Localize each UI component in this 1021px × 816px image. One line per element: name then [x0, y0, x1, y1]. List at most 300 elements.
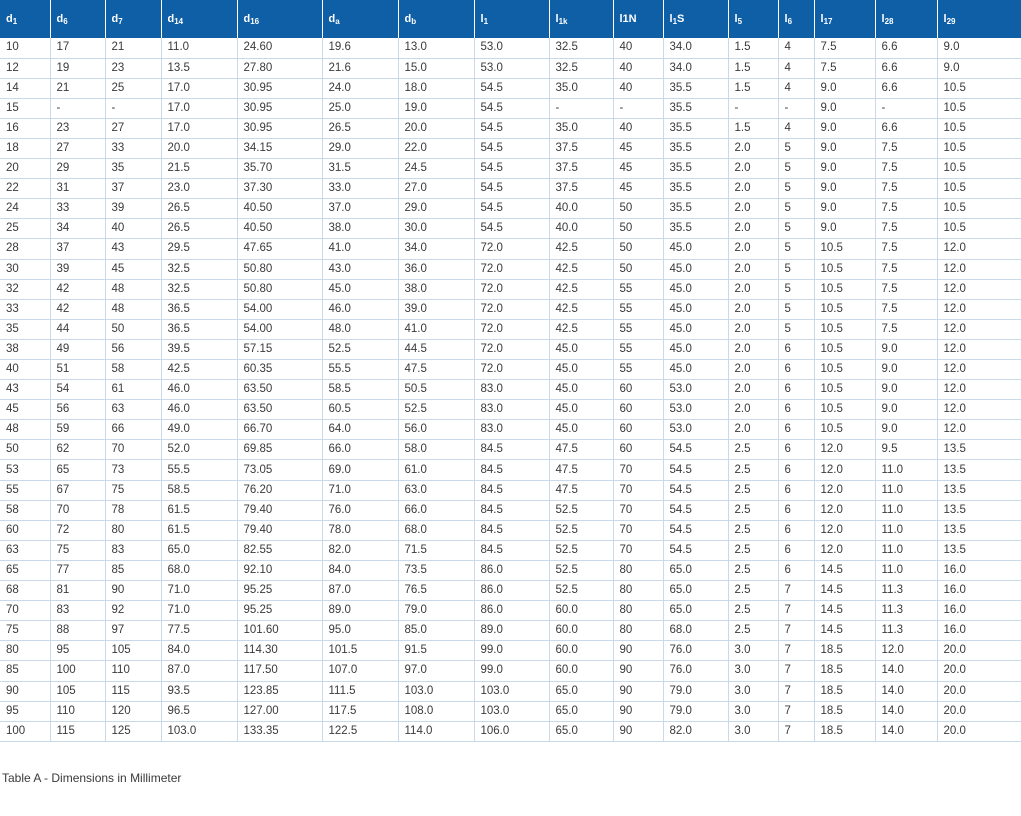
table-cell: 60.0: [549, 641, 613, 661]
table-cell: 9.0: [875, 400, 937, 420]
table-cell: 75: [50, 540, 105, 560]
table-cell: 40.0: [549, 219, 613, 239]
table-cell: 35.5: [663, 199, 728, 219]
table-cell: 6: [778, 500, 814, 520]
table-cell: 4: [778, 58, 814, 78]
table-cell: 20.0: [937, 641, 1021, 661]
table-cell: 35.70: [237, 159, 322, 179]
column-header-symbol: d: [6, 12, 13, 25]
table-cell: 10.5: [814, 319, 875, 339]
column-header-symbol: d: [243, 12, 251, 25]
table-cell: 13.0: [398, 38, 474, 58]
table-cell: 10.5: [814, 239, 875, 259]
table-cell: 80: [0, 641, 50, 661]
table-cell: 10.5: [937, 78, 1021, 98]
column-header: [50, 0, 105, 38]
table-cell: 9.0: [814, 138, 875, 158]
table-cell: 2.5: [728, 500, 778, 520]
table-cell: 5: [778, 159, 814, 179]
table-row: [0, 661, 1021, 681]
table-cell: 55: [613, 299, 663, 319]
table-cell: 84.5: [474, 540, 549, 560]
table-cell: 9.0: [814, 199, 875, 219]
table-cell: 12.0: [937, 339, 1021, 359]
table-cell: 54.5: [474, 118, 549, 138]
table-cell: 42: [50, 279, 105, 299]
table-cell: 56: [50, 400, 105, 420]
table-cell: 54.5: [663, 520, 728, 540]
table-cell: 12.0: [937, 380, 1021, 400]
table-cell: 12.0: [814, 460, 875, 480]
table-cell: 12.0: [937, 319, 1021, 339]
table-row: [0, 420, 1021, 440]
table-cell: 117.50: [237, 661, 322, 681]
table-cell: 96.5: [161, 701, 237, 721]
table-cell: 19.6: [322, 38, 398, 58]
table-cell: 36.0: [398, 259, 474, 279]
table-cell: 70: [50, 500, 105, 520]
table-cell: 67: [50, 480, 105, 500]
table-cell: 32.5: [161, 279, 237, 299]
table-cell: 16: [0, 118, 50, 138]
table-cell: 12.0: [814, 440, 875, 460]
table-cell: 35.5: [663, 159, 728, 179]
table-cell: 9.0: [814, 219, 875, 239]
table-cell: 53.0: [474, 58, 549, 78]
table-cell: 101.60: [237, 621, 322, 641]
table-cell: 52.5: [549, 560, 613, 580]
table-cell: 14.0: [875, 681, 937, 701]
table-cell: 12.0: [937, 279, 1021, 299]
table-row: [0, 38, 1021, 58]
table-row: [0, 621, 1021, 641]
column-header-subscript: 6: [63, 16, 68, 26]
table-cell: 40: [613, 118, 663, 138]
table-cell: 10.5: [814, 299, 875, 319]
table-cell: -: [613, 98, 663, 118]
column-header-symbol: l: [820, 12, 824, 25]
table-cell: 2.0: [728, 179, 778, 199]
header-row: [0, 0, 1021, 38]
table-cell: 2.0: [728, 380, 778, 400]
table-cell: 12.0: [814, 500, 875, 520]
table-cell: 45.0: [549, 339, 613, 359]
column-header-subscript: 16: [250, 16, 260, 26]
table-cell: 5: [778, 319, 814, 339]
table-row: [0, 118, 1021, 138]
table-cell: 72.0: [474, 339, 549, 359]
table-cell: 100: [0, 721, 50, 741]
table-cell: 54.00: [237, 319, 322, 339]
table-cell: 50: [613, 219, 663, 239]
table-cell: 24: [0, 199, 50, 219]
table-cell: 33: [105, 138, 161, 158]
table-cell: 7.5: [814, 38, 875, 58]
table-cell: 30: [0, 259, 50, 279]
table-cell: 45.0: [322, 279, 398, 299]
table-cell: 2.0: [728, 199, 778, 219]
table-cell: 18.5: [814, 641, 875, 661]
column-header-subscript: 1: [672, 16, 678, 26]
table-cell: 13.5: [937, 540, 1021, 560]
table-row: [0, 500, 1021, 520]
table-cell: 72.0: [474, 319, 549, 339]
table-cell: 17.0: [161, 118, 237, 138]
table-cell: 2.0: [728, 360, 778, 380]
table-cell: 84.5: [474, 460, 549, 480]
table-cell: 117.5: [322, 701, 398, 721]
table-cell: 54.5: [474, 98, 549, 118]
table-cell: 2.5: [728, 581, 778, 601]
table-cell: 34.15: [237, 138, 322, 158]
table-cell: 45.0: [549, 360, 613, 380]
table-cell: 24.60: [237, 38, 322, 58]
column-header-symbol: l: [943, 12, 947, 25]
table-cell: 10.5: [814, 259, 875, 279]
table-cell: 72.0: [474, 239, 549, 259]
table-cell: 71.0: [322, 480, 398, 500]
table-cell: 87.0: [161, 661, 237, 681]
table-cell: 45: [613, 138, 663, 158]
table-cell: 18: [0, 138, 50, 158]
table-cell: 6: [778, 520, 814, 540]
table-cell: 1.5: [728, 78, 778, 98]
column-header-symbol: d: [328, 12, 336, 25]
table-cell: 2.0: [728, 219, 778, 239]
table-cell: 36.5: [161, 299, 237, 319]
table-cell: 70: [105, 440, 161, 460]
table-cell: 22.0: [398, 138, 474, 158]
table-cell: 54.5: [474, 78, 549, 98]
table-cell: 50.80: [237, 279, 322, 299]
table-cell: 2.0: [728, 319, 778, 339]
column-header-subscript: 1k: [558, 16, 568, 26]
table-cell: 45.0: [663, 339, 728, 359]
table-row: [0, 440, 1021, 460]
table-cell: 24.5: [398, 159, 474, 179]
table-row: [0, 380, 1021, 400]
table-cell: 20: [0, 159, 50, 179]
table-cell: 58.0: [398, 440, 474, 460]
table-cell: 54.5: [474, 219, 549, 239]
table-cell: 3.0: [728, 701, 778, 721]
column-header-subscript: a: [335, 16, 340, 26]
column-header-subscript: 5: [737, 16, 743, 26]
table-cell: 78: [105, 500, 161, 520]
table-cell: 12.0: [937, 259, 1021, 279]
table-cell: 15: [0, 98, 50, 118]
column-header-subscript: 29: [946, 16, 956, 26]
table-cell: 76.0: [663, 661, 728, 681]
table-cell: 73.5: [398, 560, 474, 580]
table-cell: 77: [50, 560, 105, 580]
table-cell: 9.0: [875, 360, 937, 380]
table-cell: 18.5: [814, 681, 875, 701]
table-cell: 12.0: [937, 239, 1021, 259]
table-cell: 60: [0, 520, 50, 540]
table-cell: 26.5: [322, 118, 398, 138]
table-cell: 37.0: [322, 199, 398, 219]
table-cell: 84.0: [322, 560, 398, 580]
column-header-symbol: l: [881, 12, 885, 25]
table-cell: 18.5: [814, 661, 875, 681]
table-cell: 34: [50, 219, 105, 239]
table-cell: 6: [778, 480, 814, 500]
table-cell: 79.40: [237, 520, 322, 540]
table-cell: 66.70: [237, 420, 322, 440]
table-cell: 6: [778, 420, 814, 440]
column-header: [105, 0, 161, 38]
table-cell: 10.5: [937, 219, 1021, 239]
table-cell: 19.0: [398, 98, 474, 118]
table-cell: 16.0: [937, 601, 1021, 621]
table-cell: 14.0: [875, 661, 937, 681]
table-cell: 25: [105, 78, 161, 98]
table-cell: 2.0: [728, 239, 778, 259]
table-cell: 44.5: [398, 339, 474, 359]
table-row: [0, 480, 1021, 500]
table-cell: 6: [778, 460, 814, 480]
table-cell: 24.0: [322, 78, 398, 98]
table-cell: 53.0: [474, 38, 549, 58]
table-cell: 7.5: [875, 279, 937, 299]
table-cell: 92: [105, 601, 161, 621]
table-cell: 37: [50, 239, 105, 259]
table-cell: 65.0: [663, 601, 728, 621]
table-cell: 52.5: [398, 400, 474, 420]
column-header-subscript: 1: [483, 16, 489, 26]
table-cell: 54: [50, 380, 105, 400]
table-cell: 72.0: [474, 299, 549, 319]
column-header: [937, 0, 1021, 38]
table-cell: 18.5: [814, 701, 875, 721]
table-cell: 95.0: [322, 621, 398, 641]
table-cell: 10.5: [814, 420, 875, 440]
table-cell: 72.0: [474, 279, 549, 299]
table-cell: 10: [0, 38, 50, 58]
table-cell: 45.0: [663, 279, 728, 299]
table-cell: 87.0: [322, 581, 398, 601]
table-cell: 53.0: [663, 380, 728, 400]
table-cell: 10.5: [814, 339, 875, 359]
table-cell: 9.0: [875, 380, 937, 400]
table-cell: 103.0: [474, 681, 549, 701]
column-header: [161, 0, 237, 38]
table-cell: 57.15: [237, 339, 322, 359]
table-cell: 65.0: [663, 581, 728, 601]
table-cell: 10.5: [814, 360, 875, 380]
table-cell: 13.5: [161, 58, 237, 78]
table-cell: 65.0: [549, 681, 613, 701]
table-cell: 11.0: [875, 540, 937, 560]
table-cell: 40: [613, 78, 663, 98]
table-cell: 27.0: [398, 179, 474, 199]
table-cell: 4: [778, 118, 814, 138]
table-cell: 78.0: [322, 520, 398, 540]
table-cell: 9.5: [875, 440, 937, 460]
table-cell: 42: [50, 299, 105, 319]
table-cell: 9.0: [937, 58, 1021, 78]
table-cell: 14.5: [814, 560, 875, 580]
column-header-symbol: d: [111, 12, 119, 25]
table-cell: 46.0: [322, 299, 398, 319]
table-cell: 54.5: [663, 460, 728, 480]
table-cell: 55: [613, 360, 663, 380]
table-cell: 35.5: [663, 138, 728, 158]
table-row: [0, 339, 1021, 359]
table-cell: 30.95: [237, 78, 322, 98]
table-cell: 66: [105, 420, 161, 440]
table-cell: 5: [778, 239, 814, 259]
table-cell: 10.5: [814, 380, 875, 400]
table-cell: 35.5: [663, 219, 728, 239]
table-cell: 59: [50, 420, 105, 440]
table-cell: 2.0: [728, 400, 778, 420]
table-cell: 65.0: [161, 540, 237, 560]
table-cell: 69.0: [322, 460, 398, 480]
table-row: [0, 400, 1021, 420]
table-cell: 73: [105, 460, 161, 480]
table-cell: 7.5: [875, 319, 937, 339]
table-cell: 50: [0, 440, 50, 460]
table-row: [0, 319, 1021, 339]
table-cell: 35.0: [549, 78, 613, 98]
table-cell: 20.0: [398, 118, 474, 138]
table-cell: 52.0: [161, 440, 237, 460]
table-cell: 20.0: [937, 701, 1021, 721]
table-cell: 77.5: [161, 621, 237, 641]
table-cell: 25: [0, 219, 50, 239]
table-cell: 38.0: [398, 279, 474, 299]
table-row: [0, 219, 1021, 239]
table-cell: 14.0: [875, 721, 937, 741]
table-cell: 7: [778, 601, 814, 621]
table-cell: 17: [50, 38, 105, 58]
table-cell: 86.0: [474, 581, 549, 601]
table-cell: 9.0: [875, 339, 937, 359]
table-cell: 75: [105, 480, 161, 500]
table-cell: 5: [778, 199, 814, 219]
table-cell: 40: [0, 360, 50, 380]
table-cell: 31: [50, 179, 105, 199]
table-cell: 65.0: [549, 721, 613, 741]
table-cell: 52.5: [549, 581, 613, 601]
table-cell: 1.5: [728, 118, 778, 138]
table-cell: 26.5: [161, 219, 237, 239]
table-cell: 15.0: [398, 58, 474, 78]
table-cell: 14.5: [814, 601, 875, 621]
table-cell: 21: [105, 38, 161, 58]
table-cell: 60: [613, 440, 663, 460]
table-cell: 86.0: [474, 601, 549, 621]
table-cell: 65.0: [663, 560, 728, 580]
table-cell: -: [875, 98, 937, 118]
table-cell: 7.5: [875, 239, 937, 259]
table-cell: 6: [778, 360, 814, 380]
table-cell: 25.0: [322, 98, 398, 118]
table-cell: 91.5: [398, 641, 474, 661]
table-cell: 35.5: [663, 98, 728, 118]
table-cell: 63.50: [237, 400, 322, 420]
table-cell: 9.0: [814, 78, 875, 98]
table-cell: 71.0: [161, 601, 237, 621]
table-cell: 6: [778, 339, 814, 359]
table-cell: 40.50: [237, 219, 322, 239]
column-header-symbol: l: [784, 12, 788, 25]
table-cell: 125: [105, 721, 161, 741]
table-cell: 114.30: [237, 641, 322, 661]
table-cell: 5: [778, 219, 814, 239]
table-cell: 35: [105, 159, 161, 179]
table-cell: -: [50, 98, 105, 118]
table-cell: 50.80: [237, 259, 322, 279]
column-header-symbol: d: [404, 12, 412, 25]
table-cell: 30.95: [237, 98, 322, 118]
table-cell: 33.0: [322, 179, 398, 199]
table-cell: 13.5: [937, 520, 1021, 540]
table-cell: 54.5: [663, 440, 728, 460]
table-cell: 76.0: [322, 500, 398, 520]
table-cell: 2.0: [728, 339, 778, 359]
table-cell: 55: [613, 319, 663, 339]
table-cell: 10.5: [937, 98, 1021, 118]
column-header-symbol: l: [555, 12, 559, 25]
table-cell: 39.0: [398, 299, 474, 319]
column-header: [728, 0, 778, 38]
table-cell: 7.5: [875, 199, 937, 219]
table-cell: 50: [613, 199, 663, 219]
column-header: [0, 0, 50, 38]
table-cell: 11.0: [875, 460, 937, 480]
table-cell: 45.0: [663, 299, 728, 319]
table-cell: 45: [105, 259, 161, 279]
table-cell: 45: [0, 400, 50, 420]
table-cell: 3.0: [728, 641, 778, 661]
table-row: [0, 78, 1021, 98]
table-cell: 21.5: [161, 159, 237, 179]
table-cell: 45.0: [663, 360, 728, 380]
table-cell: 107.0: [322, 661, 398, 681]
table-cell: 6.6: [875, 38, 937, 58]
table-cell: 43: [0, 380, 50, 400]
table-cell: 70: [613, 460, 663, 480]
table-cell: 40.0: [549, 199, 613, 219]
table-cell: 60.0: [549, 621, 613, 641]
table-cell: 47.65: [237, 239, 322, 259]
table-row: [0, 259, 1021, 279]
table-cell: 103.0: [161, 721, 237, 741]
table-cell: 79.0: [398, 601, 474, 621]
table-cell: 1.5: [728, 58, 778, 78]
table-cell: 54.5: [474, 159, 549, 179]
table-cell: 46.0: [161, 380, 237, 400]
column-header-subscript: 7: [118, 16, 123, 26]
table-cell: 54.5: [474, 138, 549, 158]
table-cell: 53: [0, 460, 50, 480]
table-cell: 2.0: [728, 159, 778, 179]
table-cell: 14.0: [875, 701, 937, 721]
table-cell: 42.5: [549, 279, 613, 299]
table-cell: 1.5: [728, 38, 778, 58]
table-cell: 12.0: [937, 299, 1021, 319]
table-cell: -: [778, 98, 814, 118]
table-cell: 70: [0, 601, 50, 621]
table-cell: 37.30: [237, 179, 322, 199]
table-cell: 2.5: [728, 440, 778, 460]
table-cell: 34.0: [663, 58, 728, 78]
table-cell: 35.5: [663, 78, 728, 98]
table-cell: 7: [778, 681, 814, 701]
